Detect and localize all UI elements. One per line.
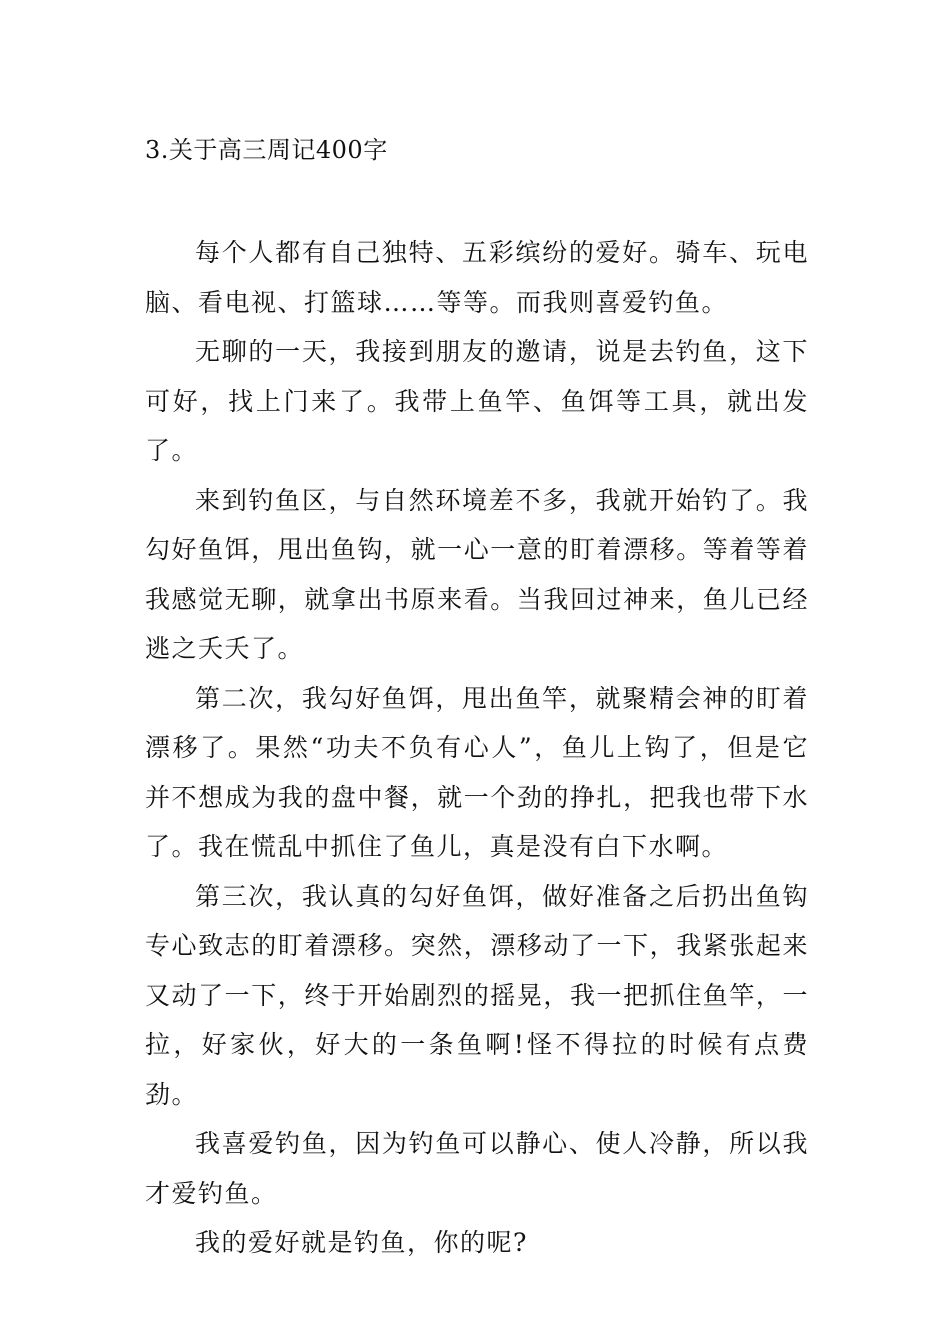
paragraph: 无聊的一天，我接到朋友的邀请，说是去钓鱼，这下可好，找上门来了。我带上鱼竿、鱼饵等工具，就出发了。 xyxy=(145,337,809,465)
document-title: 3.关于高三周记400字 xyxy=(145,136,388,164)
paragraph: 第三次，我认真的勾好鱼饵，做好准备之后扔出鱼钩专心致志的盯着漂移。突然，漂移动了一下，我紧张起来又动了一下，终于开始剧烈的摇晃，我一把抓住鱼竿，一拉，好家伙，好大的一条鱼啊!怪不得拉的时候有点费劲。 xyxy=(145,881,809,1109)
paragraph: 我的爱好就是钓鱼，你的呢? xyxy=(195,1228,528,1257)
document-body xyxy=(145,228,809,1268)
paragraph: 每个人都有自己独特、五彩缤纷的爱好。骑车、玩电脑、看电视、打篮球……等等。而我则喜爱钓鱼。 xyxy=(145,238,809,317)
paragraph: 我喜爱钓鱼，因为钓鱼可以静心、使人冷静，所以我才爱钓鱼。 xyxy=(145,1129,809,1208)
paragraph: 第二次，我勾好鱼饵，甩出鱼竿，就聚精会神的盯着漂移了。果然“功夫不负有心人”，鱼儿上钩了，但是它并不想成为我的盘中餐，就一个劲的挣扎，把我也带下水了。我在慌乱中抓住了鱼儿，真是没有白下水啊。 xyxy=(145,683,809,861)
paragraph: 来到钓鱼区，与自然环境差不多，我就开始钓了。我勾好鱼饵，甩出鱼钩，就一心一意的盯着漂移。等着等着我感觉无聊，就拿出书原来看。当我回过神来，鱼儿已经逃之夭夭了。 xyxy=(145,485,809,663)
